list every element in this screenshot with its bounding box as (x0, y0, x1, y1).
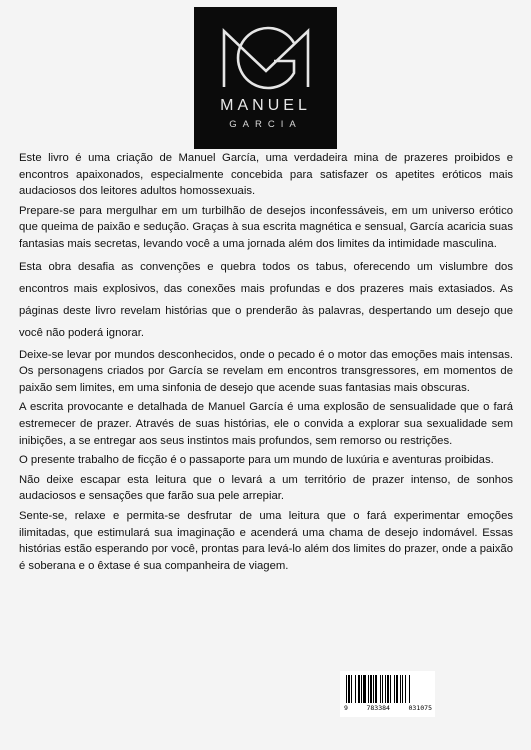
barcode-bar (363, 675, 366, 703)
barcode-digit-group-1: 783384 (366, 704, 390, 712)
mg-monogram-icon (216, 23, 316, 93)
barcode-bar (361, 675, 362, 703)
barcode-bar (387, 675, 389, 703)
barcode-bar (355, 675, 356, 703)
author-surname: GARCIA (229, 119, 302, 130)
barcode-bar (351, 675, 352, 703)
barcode-digit-group-2: 031075 (408, 704, 432, 712)
barcode-bar (390, 675, 391, 703)
author-name: MANUEL (220, 97, 311, 114)
barcode-bar (370, 675, 372, 703)
barcode-bar (405, 675, 406, 703)
barcode-bar (346, 675, 347, 703)
paragraph: Sente-se, relaxe e permita-se desfrutar de uma leitura que o fará experimentar emoções ilimitadas, que estimulará sua imaginação e acenderá uma chama de desejo indomável. Essas histórias estão esperando por você, prontas para levá-lo além dos limites do prazer, onde a paixão é soberana e o êxtase é sua companheira de viagem. (19, 509, 513, 572)
paragraph: Não deixe escapar esta leitura que o levará a um território de prazer intenso, de sonhos audaciosos e sensações que farão sua pele arrepiar. (19, 473, 513, 503)
barcode-digit-prefix: 9 (344, 704, 348, 712)
barcode-bar (375, 675, 377, 703)
barcode-bar (409, 675, 410, 703)
barcode-number (344, 704, 432, 712)
paragraph: A escrita provocante e detalhada de Manuel García é uma explosão de sensualidade que o fará estremecer de prazer. Através de suas histórias, ele o convida a explorar sua sexualidade sem inibições, a se entregar aos seus instintos mais profundos, sem remorso ou restrições. (19, 401, 513, 447)
paragraph: O presente trabalho de ficção é o passaporte para um mundo de luxúria e aventuras proibidas. (19, 454, 494, 467)
barcode-bar (380, 675, 381, 703)
barcode-bar (394, 675, 395, 703)
barcode-bars (346, 675, 430, 703)
barcode-bar (385, 675, 386, 703)
barcode-bar (396, 675, 398, 703)
isbn-barcode (340, 671, 435, 717)
barcode-bar (368, 675, 369, 703)
paragraph: Esta obra desafia as convenções e quebra todos os tabus, oferecendo um vislumbre dos encontros mais explosivos, das conexões mais profundas e dos prazeres mais extasiados. As páginas deste livro revelam histórias que o prenderão às palavras, despertando um desejo que você não poderá ignorar. (19, 260, 513, 339)
barcode-bar (373, 675, 374, 703)
barcode-bar (358, 675, 360, 703)
back-cover-text (19, 150, 513, 577)
paragraph: Este livro é uma criação de Manuel García, uma verdadeira mina de prazeres proibidos e encontros apaixonados, especialmente concebida para satisfazer os apetites eróticos mais audaciosos dos leitores adultos homossexuais. (19, 152, 513, 198)
barcode-bar (382, 675, 383, 703)
barcode-bar (400, 675, 401, 703)
paragraph: Deixe-se levar por mundos desconhecidos, onde o pecado é o motor das emoções mais intensas. Os personagens criados por García se revelam em encontros transgressores, em momentos de paixão sem limites, em uma sinfonia de desejo que acende suas fantasias mais obscuras. (19, 348, 513, 394)
publisher-logo (194, 7, 337, 149)
paragraph: Prepare-se para mergulhar em um turbilhão de desejos inconfessáveis, em um universo erótico que queima de paixão e sedução. Graças à sua escrita magnética e sensual, García acaricia suas fantasias mais secretas, levando você a uma jornada além dos limites da intimidade masculina. (19, 204, 513, 250)
barcode-bar (402, 675, 403, 703)
barcode-bar (348, 675, 350, 703)
